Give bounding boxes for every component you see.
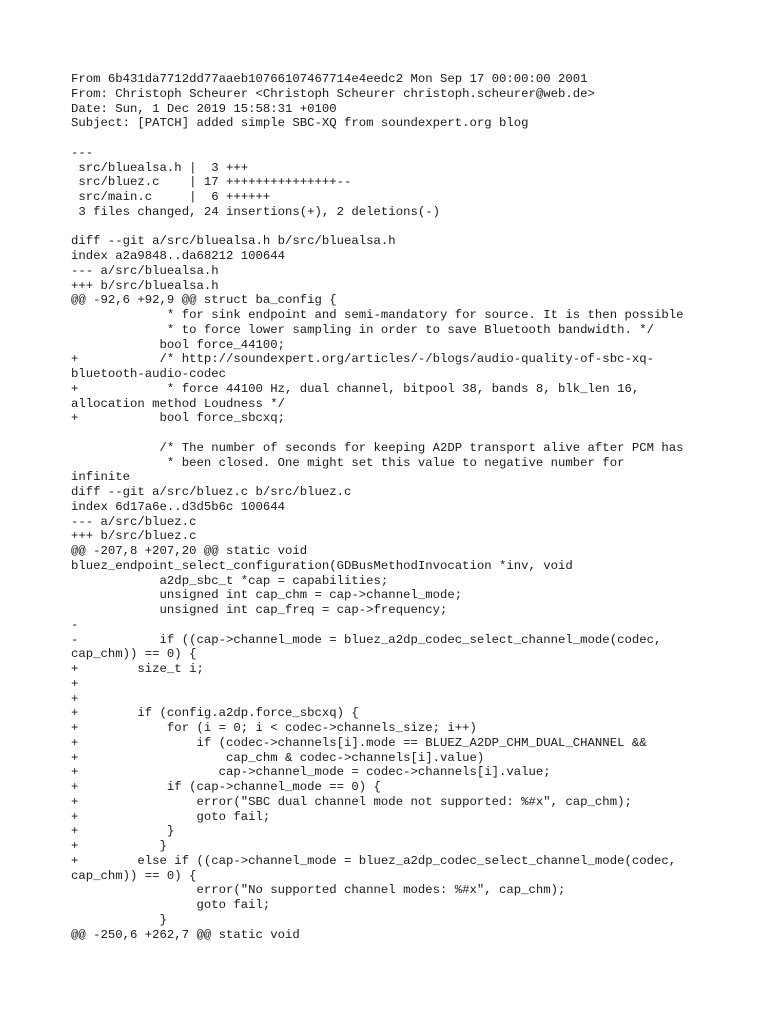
patch-line: diff --git a/src/bluez.c b/src/bluez.c (71, 485, 352, 499)
patch-line: + cap_chm & codec->channels[i].value) (71, 750, 485, 765)
patch-line: bluez_endpoint_select_configuration(GDBusMethodInvocation *inv, void (71, 558, 573, 573)
patch-line: + } (71, 824, 175, 839)
patch-line: Date: Sun, 1 Dec 2019 15:58:31 +0100 (71, 101, 337, 116)
patch-line: +++ b/src/bluez.c (71, 529, 197, 544)
patch-line: src/main.c | 6 ++++++ (71, 190, 271, 204)
patch-line: * been closed. One might set this value to negative number for (71, 455, 625, 470)
patch-line: @@ -92,6 +92,9 @@ struct ba_config { (71, 293, 337, 308)
patch-line: - if ((cap->channel_mode = bluez_a2dp_codec_select_channel_mode(codec, (71, 632, 662, 647)
patch-line: Subject: [PATCH] added simple SBC-XQ from soundexpert.org blog (71, 116, 529, 131)
patch-line: bool force_44100; (71, 337, 286, 352)
patch-line: + else if ((cap->channel_mode = bluez_a2dp_codec_select_channel_mode(codec, (71, 853, 677, 868)
patch-line: infinite (71, 470, 131, 485)
patch-line: --- a/src/bluealsa.h (71, 263, 219, 278)
patch-text (71, 72, 761, 942)
patch-line (71, 131, 761, 146)
patch-line: cap_chm)) == 0) { (71, 868, 197, 883)
patch-line: a2dp_sbc_t *cap = capabilities; (71, 573, 389, 588)
patch-line: + /* http://soundexpert.org/articles/-/blogs/audio-quality-of-sbc-xq- (71, 352, 654, 367)
patch-line: + error("SBC dual channel mode not supported: %#x", cap_chm); (71, 794, 632, 809)
patch-line: @@ -250,6 +262,7 @@ static void (71, 927, 300, 942)
patch-line: +++ b/src/bluealsa.h (71, 278, 219, 293)
patch-line: + for (i = 0; i < codec->channels_size; i++) (71, 721, 477, 735)
patch-line: + * force 44100 Hz, dual channel, bitpool 38, bands 8, blk_len 16, (71, 381, 640, 396)
patch-line: @@ -207,8 +207,20 @@ static void (71, 544, 308, 558)
patch-line: From: Christoph Scheurer <Christoph Scheurer christoph.scheurer@web.de> (71, 86, 595, 101)
patch-line: /* The number of seconds for keeping A2DP transport alive after PCM has (71, 440, 684, 455)
patch-line: + if (config.a2dp.force_sbcxq) { (71, 706, 359, 721)
patch-line: src/bluez.c | 17 +++++++++++++++-- (71, 175, 352, 190)
patch-line: goto fail; (71, 898, 271, 912)
patch-line: From 6b431da7712dd77aaeb10766107467714e4eedc2 Mon Sep 17 00:00:00 2001 (71, 72, 588, 86)
patch-line: bluetooth-audio-codec (71, 367, 226, 381)
patch-line: * to force lower sampling in order to save Bluetooth bandwidth. */ (71, 322, 654, 337)
patch-line: unsigned int cap_chm = cap->channel_mode; (71, 588, 463, 603)
patch-line: + (71, 676, 79, 691)
patch-line: index 6d17a6e..d3d5b6c 100644 (71, 499, 286, 514)
patch-line: } (71, 912, 167, 927)
patch-line: + if (codec->channels[i].mode == BLUEZ_A2DP_CHM_DUAL_CHANNEL && (71, 735, 647, 750)
patch-line: index a2a9848..da68212 100644 (71, 249, 286, 263)
patch-line: src/bluealsa.h | 3 +++ (71, 160, 249, 175)
patch-line: diff --git a/src/bluealsa.h b/src/bluealsa.h (71, 234, 396, 249)
patch-line (71, 426, 761, 441)
patch-line: - (71, 617, 79, 632)
patch-line: + (71, 691, 79, 706)
patch-line: + size_t i; (71, 662, 204, 676)
patch-line: --- (71, 145, 94, 160)
patch-line: --- a/src/bluez.c (71, 514, 197, 529)
patch-line: unsigned int cap_freq = cap->frequency; (71, 603, 448, 617)
patch-line: allocation method Loudness */ (71, 396, 286, 411)
patch-line: error("No supported channel modes: %#x", cap_chm); (71, 883, 566, 898)
patch-line: + bool force_sbcxq; (71, 411, 286, 426)
patch-line (71, 220, 761, 235)
patch-line: + goto fail; (71, 809, 271, 824)
patch-line: cap_chm)) == 0) { (71, 647, 197, 662)
patch-line: + cap->channel_mode = codec->channels[i].value; (71, 765, 551, 780)
patch-line: * for sink endpoint and semi-mandatory for source. It is then possible (71, 308, 684, 322)
patch-line: + } (71, 839, 167, 853)
patch-line: 3 files changed, 24 insertions(+), 2 deletions(-) (71, 204, 440, 219)
patch-line: + if (cap->channel_mode == 0) { (71, 780, 381, 794)
